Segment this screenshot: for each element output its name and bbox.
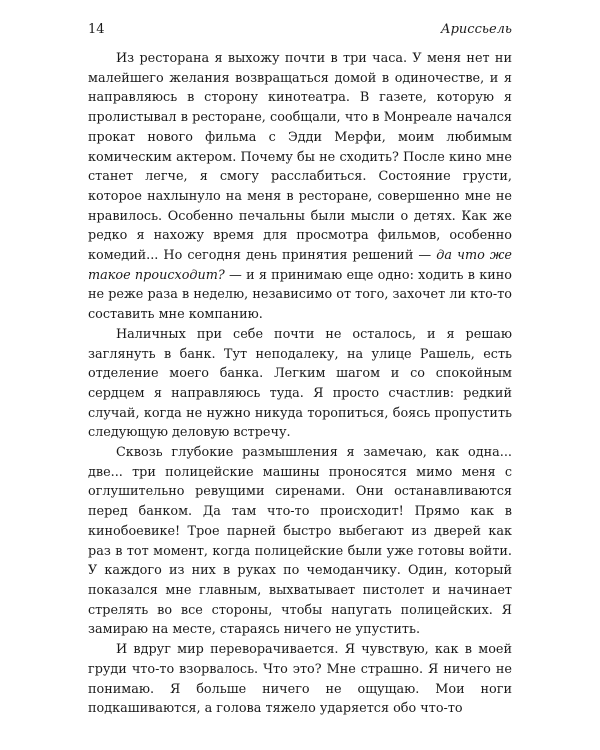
paragraph <box>88 325 512 443</box>
paragraph-text: Сквозь глубокие размышления я замечаю, как одна... две... три полицейские машины проносятся мимо меня с оглушительно ревущими сиренами. Они останавливаются перед банком. Да там что-то происходит! Прямо как в кинобоевике! Трое парней быстро выбегают из дверей как раз в тот момент, когда полицейские были уже готовы войти. У каждого из них в руках по чемоданчику. Один, который показался мне главным, выхватывает пистолет и начинает стрелять во все стороны, чтобы напугать полицейских. Я замираю на месте, стараясь ничего не упустить. <box>88 445 512 638</box>
paragraph <box>88 443 512 640</box>
running-title: Ариссьель <box>440 22 512 37</box>
page-number: 14 <box>88 22 105 37</box>
paragraph <box>88 49 512 325</box>
paragraph <box>88 640 512 719</box>
italic-phrase: да что же такое происходит? <box>88 248 512 283</box>
body-text <box>88 49 512 719</box>
paragraph-text: Наличных при себе почти не осталось, и я решаю заглянуть в банк. Тут неподалеку, на улице Рашель, есть отделение моего банка. Легким шагом и со спокойным сердцем я направляюсь туда. Я просто счастлив: редкий случай, когда не нужно никуда торопиться, боясь пропустить следующую деловую встречу. <box>88 326 512 441</box>
paragraph-text: И вдруг мир переворачивается. Я чувствую, как в моей груди что-то взорвалось. Что это? Мне страшно. Я ничего не понимаю. Я больше ничего не ощущаю. Мои ноги подкашиваются, а голова тяжело ударяется обо что-то <box>88 642 512 717</box>
paragraph-text: Из ресторана я выхожу почти в три часа. У меня нет ни малейшего желания возвращаться домой в одиночестве, и я направляюсь в сторону кинотеатра. В газете, которую я пролистывал в ресторане, сообщали, что в Монреале начался прокат нового фильма с Эдди Мерфи, моим любимым комическим актером. Почему бы не сходить? После кино мне станет легче, я смогу расслабиться. Состояние грусти, которое нахлынуло на меня в ресторане, совершенно мне не нравилось. Особенно печальны были мысли о детях. Как же редко я нахожу время для просмотра фильмов, особенно комедий... Но сегодня день принятия решений — <box>88 51 512 264</box>
page-header <box>88 20 512 40</box>
paragraph-text-continued: — и я принимаю еще одно: ходить в кино не реже раза в неделю, независимо от того, захочет ли кто-то составить мне компанию. <box>88 267 512 323</box>
